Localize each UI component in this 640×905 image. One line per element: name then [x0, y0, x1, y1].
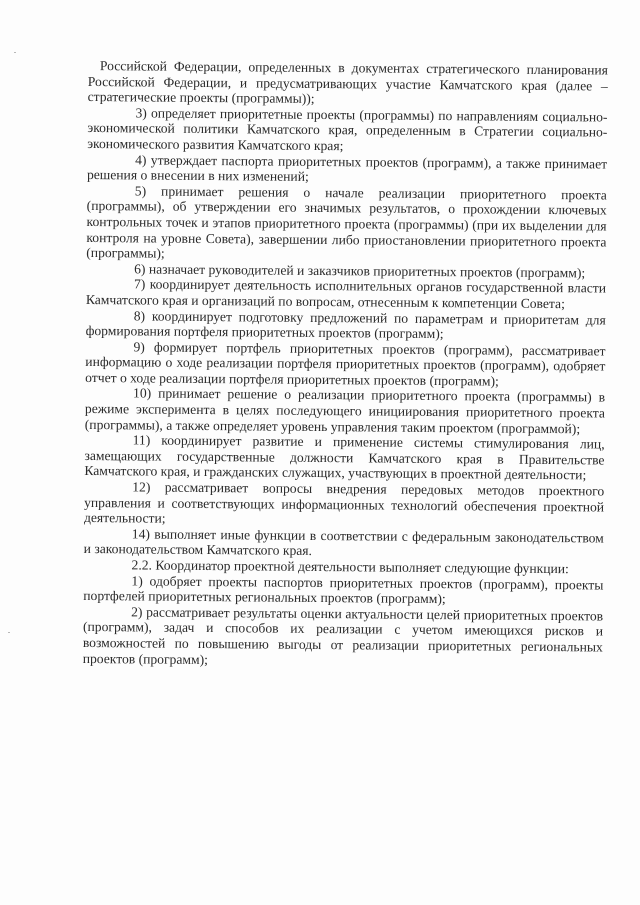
paragraph-item-5: 5) принимает решения о начале реализации приоритетного проекта (программы), об утверждении его значимых результатов, о прохождении ключевых контрольных точек и этапов приоритетного проекта (программы) (при их выделении для контроля на уровне Совета), завершении либо приостановлении приоритетного проекта (программы);: [86, 183, 607, 261]
paragraph-2-2-item-1: 1) одобряет проекты паспортов приоритетных проектов (программ), проекты портфелей приоритетных региональных проектов (программ);: [83, 572, 604, 607]
paragraph-item-11: 11) координирует развитие и применение системы стимулирования лиц, замещающих государственные должности Камчатского края в Правительстве Камчатского края, и гражданских служащих, участвующих в проектной деятельности;: [84, 432, 605, 483]
scan-speck: [8, 632, 10, 633]
paragraph-item-7: 7) координирует деятельность исполнительных органов государственной власти Камчатского края и организаций по вопросам, отнесенным к компетенции Совета;: [85, 276, 607, 312]
paragraph-continuation: Российской Федерации, определенных в документах стратегического планирования Российской Федерации, и предусматривающих участие Камчатского края (далее – стратегические проекты (программы));: [87, 58, 608, 107]
document-body: [83, 58, 608, 671]
paragraph-2-2-item-2: 2) рассматривает результаты оценки актуальности целей приоритетных проектов (программ), задач и способов их реализации с учетом имеющихся рисков и возможностей по повышению выгоды от реализации приоритетных региональных проектов (программ);: [82, 604, 604, 667]
paragraph-item-10: 10) принимает решение о реализации приоритетного проекта (программы) в режиме эксперимента в целях последующего инициирования приоритетного проекта (программы), а также определяет уровень управления таким проектом (программой);: [84, 385, 606, 436]
section-2-2-heading: 2.2. Координатор проектной деятельности выполняет следующие функции:: [131, 557, 569, 577]
paragraph-item-8: 8) координирует подготовку предложений по параметрам и приоритетам для формирования портфеля приоритетных проектов (программ);: [85, 307, 606, 342]
paragraph-item-14: 14) выполняет иные функции в соответствии с федеральным законодательством и законодательством Камчатского края.: [83, 526, 604, 559]
paragraph-item-6: 6) назначает руководителей и заказчиков приоритетных проектов (программ);: [134, 261, 586, 281]
scan-speck: [14, 52, 16, 53]
paragraph-item-4: 4) утверждает паспорта приоритетных проектов (программ), а также принимает решения о внесении в них изменений;: [86, 151, 608, 185]
paragraph-item-12: 12) рассматривает вопросы внедрения передовых методов проектного управления и соответствующих информационных технологий обеспечения проектной деятельности;: [83, 479, 605, 526]
paragraph-item-9: 9) формирует портфель приоритетных проектов (программ), рассматривает информацию о ходе реализации портфеля приоритетных проектов (программ), одобряет отчет о ходе реализации портфеля приоритетных проектов (программ);: [85, 339, 606, 389]
paragraph-item-3: 3) определяет приоритетные проекты (программы) по направлениям социально-экономической политики Камчатского края, определенным в Стратегии социально-экономического развития Камчатского края;: [87, 105, 608, 154]
